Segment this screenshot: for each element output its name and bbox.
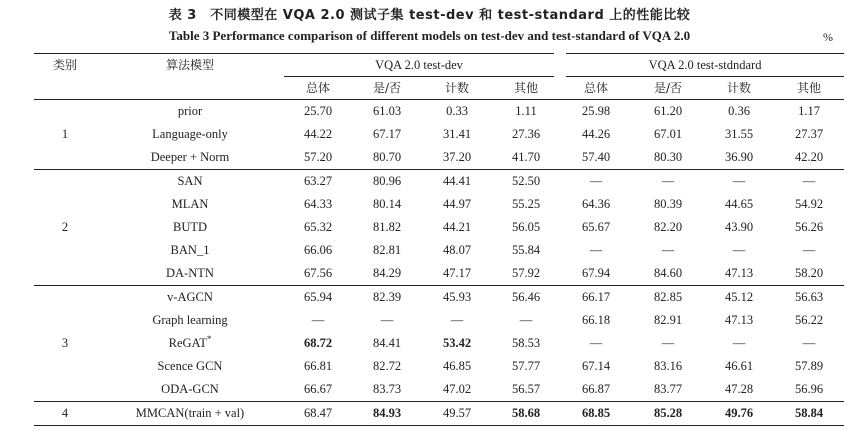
- metric-value: —: [589, 336, 603, 350]
- model-name-text: MMCAN(train + val): [135, 406, 245, 420]
- model-name: [96, 193, 284, 216]
- metric-cell: [632, 123, 704, 146]
- table-row: [34, 355, 844, 378]
- metric-value: —: [661, 243, 675, 257]
- table-caption-english: Table 3 Performance comparison of different models on test-dev and test-standard of VQA 2.0: [168, 28, 691, 43]
- metric-cell: [492, 309, 560, 332]
- metric-value: 64.33: [303, 197, 333, 211]
- metric-cell: [774, 262, 844, 286]
- metric-cell: [704, 286, 774, 310]
- metric-value: 25.70: [303, 104, 333, 118]
- model-name-text: SAN: [177, 174, 203, 188]
- metric-cell: [704, 146, 774, 170]
- metric-value: 57.77: [511, 359, 541, 373]
- metric-value: 85.28: [653, 406, 683, 420]
- table-row: [34, 216, 844, 239]
- metric-cell: [422, 378, 492, 402]
- metric-cell: [632, 262, 704, 286]
- metric-cell: [284, 146, 352, 170]
- metric-value: 63.27: [303, 174, 333, 188]
- metric-cell: [422, 286, 492, 310]
- metric-value: 65.32: [303, 220, 333, 234]
- model-name-text: ODA-GCN: [161, 382, 219, 396]
- metric-value: 1.17: [798, 104, 820, 118]
- metric-value: 25.98: [581, 104, 611, 118]
- metric-cell: [704, 216, 774, 239]
- metric-cell: [492, 216, 560, 239]
- model-name: [96, 216, 284, 239]
- model-name: [96, 355, 284, 378]
- model-name-text: DA-NTN: [166, 266, 214, 280]
- table-row: [34, 146, 844, 170]
- metric-value: 80.14: [372, 197, 402, 211]
- metric-cell: [284, 262, 352, 286]
- header-sub: 总体: [560, 77, 632, 100]
- metric-value: 55.25: [511, 197, 541, 211]
- model-name: [96, 262, 284, 286]
- metric-cell: [492, 123, 560, 146]
- metric-value: 52.50: [511, 174, 541, 188]
- metric-cell: [422, 193, 492, 216]
- header-sub: 计数: [704, 77, 774, 100]
- metric-value: 84.93: [372, 406, 402, 420]
- metric-value: —: [661, 174, 675, 188]
- metric-value: 53.42: [442, 336, 472, 350]
- metric-cell: [560, 332, 632, 355]
- metric-cell: [560, 355, 632, 378]
- metric-cell: [492, 170, 560, 194]
- metric-value: 27.37: [794, 127, 824, 141]
- metric-value: 67.56: [303, 266, 333, 280]
- model-name-text: Language-only: [152, 127, 228, 141]
- metric-cell: [284, 216, 352, 239]
- metric-value: 64.36: [581, 197, 611, 211]
- metric-value: —: [802, 336, 816, 350]
- metric-value: 65.67: [581, 220, 611, 234]
- metric-value: 45.12: [724, 290, 754, 304]
- metric-cell: [492, 286, 560, 310]
- metric-value: 44.97: [442, 197, 472, 211]
- metric-cell: [560, 378, 632, 402]
- metric-value: 58.84: [794, 406, 824, 420]
- metric-value: 31.55: [724, 127, 754, 141]
- metric-value: 58.53: [511, 336, 541, 350]
- metric-cell: [352, 262, 422, 286]
- metric-value: 44.26: [581, 127, 611, 141]
- performance-table: [34, 53, 844, 426]
- table-row: [34, 402, 844, 426]
- metric-value: —: [519, 313, 533, 327]
- metric-cell: [774, 123, 844, 146]
- metric-cell: [352, 402, 422, 426]
- metric-cell: [704, 100, 774, 124]
- metric-value: —: [802, 174, 816, 188]
- metric-value: 54.92: [794, 197, 824, 211]
- model-name-text: Scence GCN: [157, 359, 223, 373]
- metric-cell: [774, 286, 844, 310]
- header-sub: 其他: [492, 77, 560, 100]
- metric-cell: [632, 309, 704, 332]
- metric-cell: [284, 286, 352, 310]
- metric-cell: [560, 402, 632, 426]
- metric-value: 56.63: [794, 290, 824, 304]
- model-name: [96, 123, 284, 146]
- metric-cell: [704, 239, 774, 262]
- model-name-text: MLAN: [171, 197, 209, 211]
- metric-value: 47.13: [724, 266, 754, 280]
- metric-cell: [284, 170, 352, 194]
- header-sub: 是/否: [352, 77, 422, 100]
- metric-value: 56.57: [511, 382, 541, 396]
- metric-value: 56.26: [794, 220, 824, 234]
- metric-cell: [492, 355, 560, 378]
- metric-cell: [774, 378, 844, 402]
- metric-value: 42.20: [794, 150, 824, 164]
- category-label: 1: [34, 100, 96, 170]
- metric-value: 55.84: [511, 243, 541, 257]
- header-sub: 计数: [422, 77, 492, 100]
- metric-value: 67.14: [581, 359, 611, 373]
- category-label: 4: [34, 402, 96, 426]
- metric-cell: [774, 309, 844, 332]
- metric-value: —: [802, 243, 816, 257]
- metric-value: 67.94: [581, 266, 611, 280]
- metric-value: 83.16: [653, 359, 683, 373]
- metric-cell: [422, 332, 492, 355]
- model-name: [96, 170, 284, 194]
- header-test-dev: VQA 2.0 test-dev: [284, 54, 560, 77]
- metric-value: 82.91: [653, 313, 683, 327]
- metric-cell: [422, 262, 492, 286]
- metric-value: 67.17: [372, 127, 402, 141]
- metric-value: 43.90: [724, 220, 754, 234]
- metric-cell: [352, 309, 422, 332]
- metric-cell: [422, 216, 492, 239]
- metric-cell: [492, 193, 560, 216]
- metric-cell: [422, 170, 492, 194]
- metric-value: 49.57: [442, 406, 472, 420]
- metric-cell: [492, 239, 560, 262]
- metric-value: 44.22: [303, 127, 333, 141]
- metric-cell: [422, 355, 492, 378]
- header-sub: 总体: [284, 77, 352, 100]
- metric-cell: [774, 355, 844, 378]
- metric-cell: [492, 100, 560, 124]
- metric-value: 65.94: [303, 290, 333, 304]
- metric-cell: [632, 402, 704, 426]
- metric-cell: [774, 332, 844, 355]
- metric-value: 82.20: [653, 220, 683, 234]
- metric-value: 82.72: [372, 359, 402, 373]
- model-name: [96, 239, 284, 262]
- table-row: [34, 100, 844, 124]
- header-test-standard: VQA 2.0 test-stdndard: [560, 54, 844, 77]
- model-name-text: Deeper + Norm: [150, 150, 230, 164]
- metric-value: 66.18: [581, 313, 611, 327]
- metric-cell: [632, 355, 704, 378]
- metric-value: 1.11: [515, 104, 537, 118]
- metric-value: 82.85: [653, 290, 683, 304]
- metric-cell: [352, 100, 422, 124]
- metric-cell: [422, 402, 492, 426]
- metric-value: 57.40: [581, 150, 611, 164]
- model-name: [96, 402, 284, 426]
- metric-cell: [284, 402, 352, 426]
- table-row: [34, 332, 844, 355]
- header-sub: 是/否: [632, 77, 704, 100]
- metric-value: 0.36: [728, 104, 750, 118]
- metric-value: 56.05: [511, 220, 541, 234]
- metric-cell: [704, 262, 774, 286]
- metric-cell: [774, 170, 844, 194]
- metric-cell: [284, 239, 352, 262]
- metric-cell: [422, 239, 492, 262]
- table-caption-chinese: 表 3 不同模型在 VQA 2.0 测试子集 test-dev 和 test-standard 上的性能比较: [168, 8, 691, 23]
- metric-cell: [704, 402, 774, 426]
- metric-cell: [284, 332, 352, 355]
- metric-value: 80.96: [372, 174, 402, 188]
- metric-cell: [352, 332, 422, 355]
- metric-cell: [774, 402, 844, 426]
- metric-cell: [422, 100, 492, 124]
- metric-value: 68.85: [581, 406, 611, 420]
- metric-cell: [352, 286, 422, 310]
- metric-value: —: [732, 174, 746, 188]
- metric-cell: [352, 355, 422, 378]
- metric-value: 66.67: [303, 382, 333, 396]
- metric-cell: [560, 100, 632, 124]
- metric-cell: [774, 216, 844, 239]
- metric-cell: [632, 170, 704, 194]
- table-row: [34, 239, 844, 262]
- metric-value: 48.07: [442, 243, 472, 257]
- metric-value: 84.41: [372, 336, 402, 350]
- metric-cell: [560, 146, 632, 170]
- metric-cell: [632, 239, 704, 262]
- metric-value: 56.46: [511, 290, 541, 304]
- metric-cell: [284, 123, 352, 146]
- header-model: 算法模型: [96, 54, 284, 100]
- metric-cell: [704, 170, 774, 194]
- metric-value: —: [311, 313, 325, 327]
- table-row: [34, 123, 844, 146]
- metric-value: 58.68: [511, 406, 541, 420]
- table-unit: %: [823, 30, 833, 44]
- metric-cell: [704, 332, 774, 355]
- metric-value: —: [732, 243, 746, 257]
- header-sub: 其他: [774, 77, 844, 100]
- metric-value: 66.81: [303, 359, 333, 373]
- category-label: 3: [34, 286, 96, 402]
- metric-value: 27.36: [511, 127, 541, 141]
- metric-cell: [352, 239, 422, 262]
- metric-value: —: [661, 336, 675, 350]
- metric-cell: [632, 146, 704, 170]
- metric-value: 58.20: [794, 266, 824, 280]
- metric-value: 82.81: [372, 243, 402, 257]
- metric-value: 81.82: [372, 220, 402, 234]
- metric-value: 57.92: [511, 266, 541, 280]
- metric-value: 66.17: [581, 290, 611, 304]
- metric-value: —: [589, 174, 603, 188]
- metric-value: 36.90: [724, 150, 754, 164]
- metric-cell: [492, 378, 560, 402]
- metric-value: 80.70: [372, 150, 402, 164]
- table-row: [34, 193, 844, 216]
- metric-value: 61.03: [372, 104, 402, 118]
- metric-value: 84.29: [372, 266, 402, 280]
- metric-cell: [560, 170, 632, 194]
- metric-value: 44.41: [442, 174, 472, 188]
- metric-cell: [284, 309, 352, 332]
- metric-value: 67.01: [653, 127, 683, 141]
- metric-value: 83.77: [653, 382, 683, 396]
- metric-value: 57.89: [794, 359, 824, 373]
- model-name-text: prior: [177, 104, 203, 118]
- metric-value: 47.28: [724, 382, 754, 396]
- model-name: [96, 378, 284, 402]
- metric-cell: [352, 123, 422, 146]
- metric-value: 46.61: [724, 359, 754, 373]
- metric-cell: [704, 378, 774, 402]
- model-name: [96, 100, 284, 124]
- metric-value: 80.39: [653, 197, 683, 211]
- metric-cell: [492, 332, 560, 355]
- model-name-text: BUTD: [172, 220, 208, 234]
- metric-cell: [422, 309, 492, 332]
- metric-cell: [704, 355, 774, 378]
- metric-value: 47.17: [442, 266, 472, 280]
- metric-value: 57.20: [303, 150, 333, 164]
- metric-cell: [284, 378, 352, 402]
- metric-value: —: [380, 313, 394, 327]
- metric-cell: [774, 146, 844, 170]
- metric-cell: [560, 193, 632, 216]
- metric-cell: [704, 193, 774, 216]
- table-row: [34, 286, 844, 310]
- metric-cell: [632, 100, 704, 124]
- metric-value: 46.85: [442, 359, 472, 373]
- metric-value: 44.65: [724, 197, 754, 211]
- metric-cell: [284, 355, 352, 378]
- metric-cell: [352, 146, 422, 170]
- model-name-text: v-AGCN: [167, 290, 213, 304]
- metric-value: 68.47: [303, 406, 333, 420]
- metric-value: 80.30: [653, 150, 683, 164]
- metric-cell: [352, 193, 422, 216]
- model-name-text: ReGAT: [168, 336, 207, 350]
- model-name: [96, 146, 284, 170]
- metric-cell: [492, 262, 560, 286]
- metric-cell: [560, 309, 632, 332]
- metric-cell: [632, 286, 704, 310]
- metric-cell: [632, 332, 704, 355]
- metric-cell: [352, 378, 422, 402]
- metric-value: 47.13: [724, 313, 754, 327]
- metric-value: 66.06: [303, 243, 333, 257]
- metric-value: —: [732, 336, 746, 350]
- metric-cell: [492, 146, 560, 170]
- metric-cell: [560, 262, 632, 286]
- model-name-text: Graph learning: [152, 313, 228, 327]
- metric-cell: [632, 193, 704, 216]
- metric-value: 47.02: [442, 382, 472, 396]
- metric-cell: [632, 378, 704, 402]
- model-name: [96, 286, 284, 310]
- category-label: 2: [34, 170, 96, 286]
- metric-cell: [704, 123, 774, 146]
- table-row: [34, 309, 844, 332]
- metric-cell: [284, 193, 352, 216]
- metric-cell: [352, 170, 422, 194]
- metric-value: 37.20: [442, 150, 472, 164]
- metric-value: 84.60: [653, 266, 683, 280]
- metric-value: 66.87: [581, 382, 611, 396]
- metric-cell: [560, 123, 632, 146]
- metric-value: 44.21: [442, 220, 472, 234]
- metric-value: 56.22: [794, 313, 824, 327]
- metric-cell: [422, 123, 492, 146]
- metric-cell: [774, 239, 844, 262]
- metric-cell: [774, 193, 844, 216]
- metric-cell: [774, 100, 844, 124]
- metric-value: 68.72: [303, 336, 333, 350]
- metric-value: 61.20: [653, 104, 683, 118]
- header-category: 类别: [34, 54, 96, 100]
- model-name: [96, 309, 284, 332]
- metric-value: —: [450, 313, 464, 327]
- metric-cell: [492, 402, 560, 426]
- metric-cell: [422, 146, 492, 170]
- metric-value: 31.41: [442, 127, 472, 141]
- metric-value: 56.96: [794, 382, 824, 396]
- model-footnote-mark: *: [206, 333, 212, 344]
- model-name: [96, 332, 284, 355]
- metric-value: 45.93: [442, 290, 472, 304]
- metric-value: 83.73: [372, 382, 402, 396]
- metric-cell: [632, 216, 704, 239]
- metric-value: 41.70: [511, 150, 541, 164]
- metric-value: 82.39: [372, 290, 402, 304]
- metric-value: 0.33: [446, 104, 468, 118]
- table-row: [34, 378, 844, 402]
- metric-value: 49.76: [724, 406, 754, 420]
- metric-cell: [284, 100, 352, 124]
- table-body: [34, 100, 844, 426]
- table-row: [34, 170, 844, 194]
- metric-cell: [560, 239, 632, 262]
- metric-value: —: [589, 243, 603, 257]
- metric-cell: [560, 286, 632, 310]
- metric-cell: [560, 216, 632, 239]
- table-row: [34, 262, 844, 286]
- model-name-text: BAN_1: [170, 243, 210, 257]
- metric-cell: [704, 309, 774, 332]
- header-row-group: [34, 54, 844, 77]
- metric-cell: [352, 216, 422, 239]
